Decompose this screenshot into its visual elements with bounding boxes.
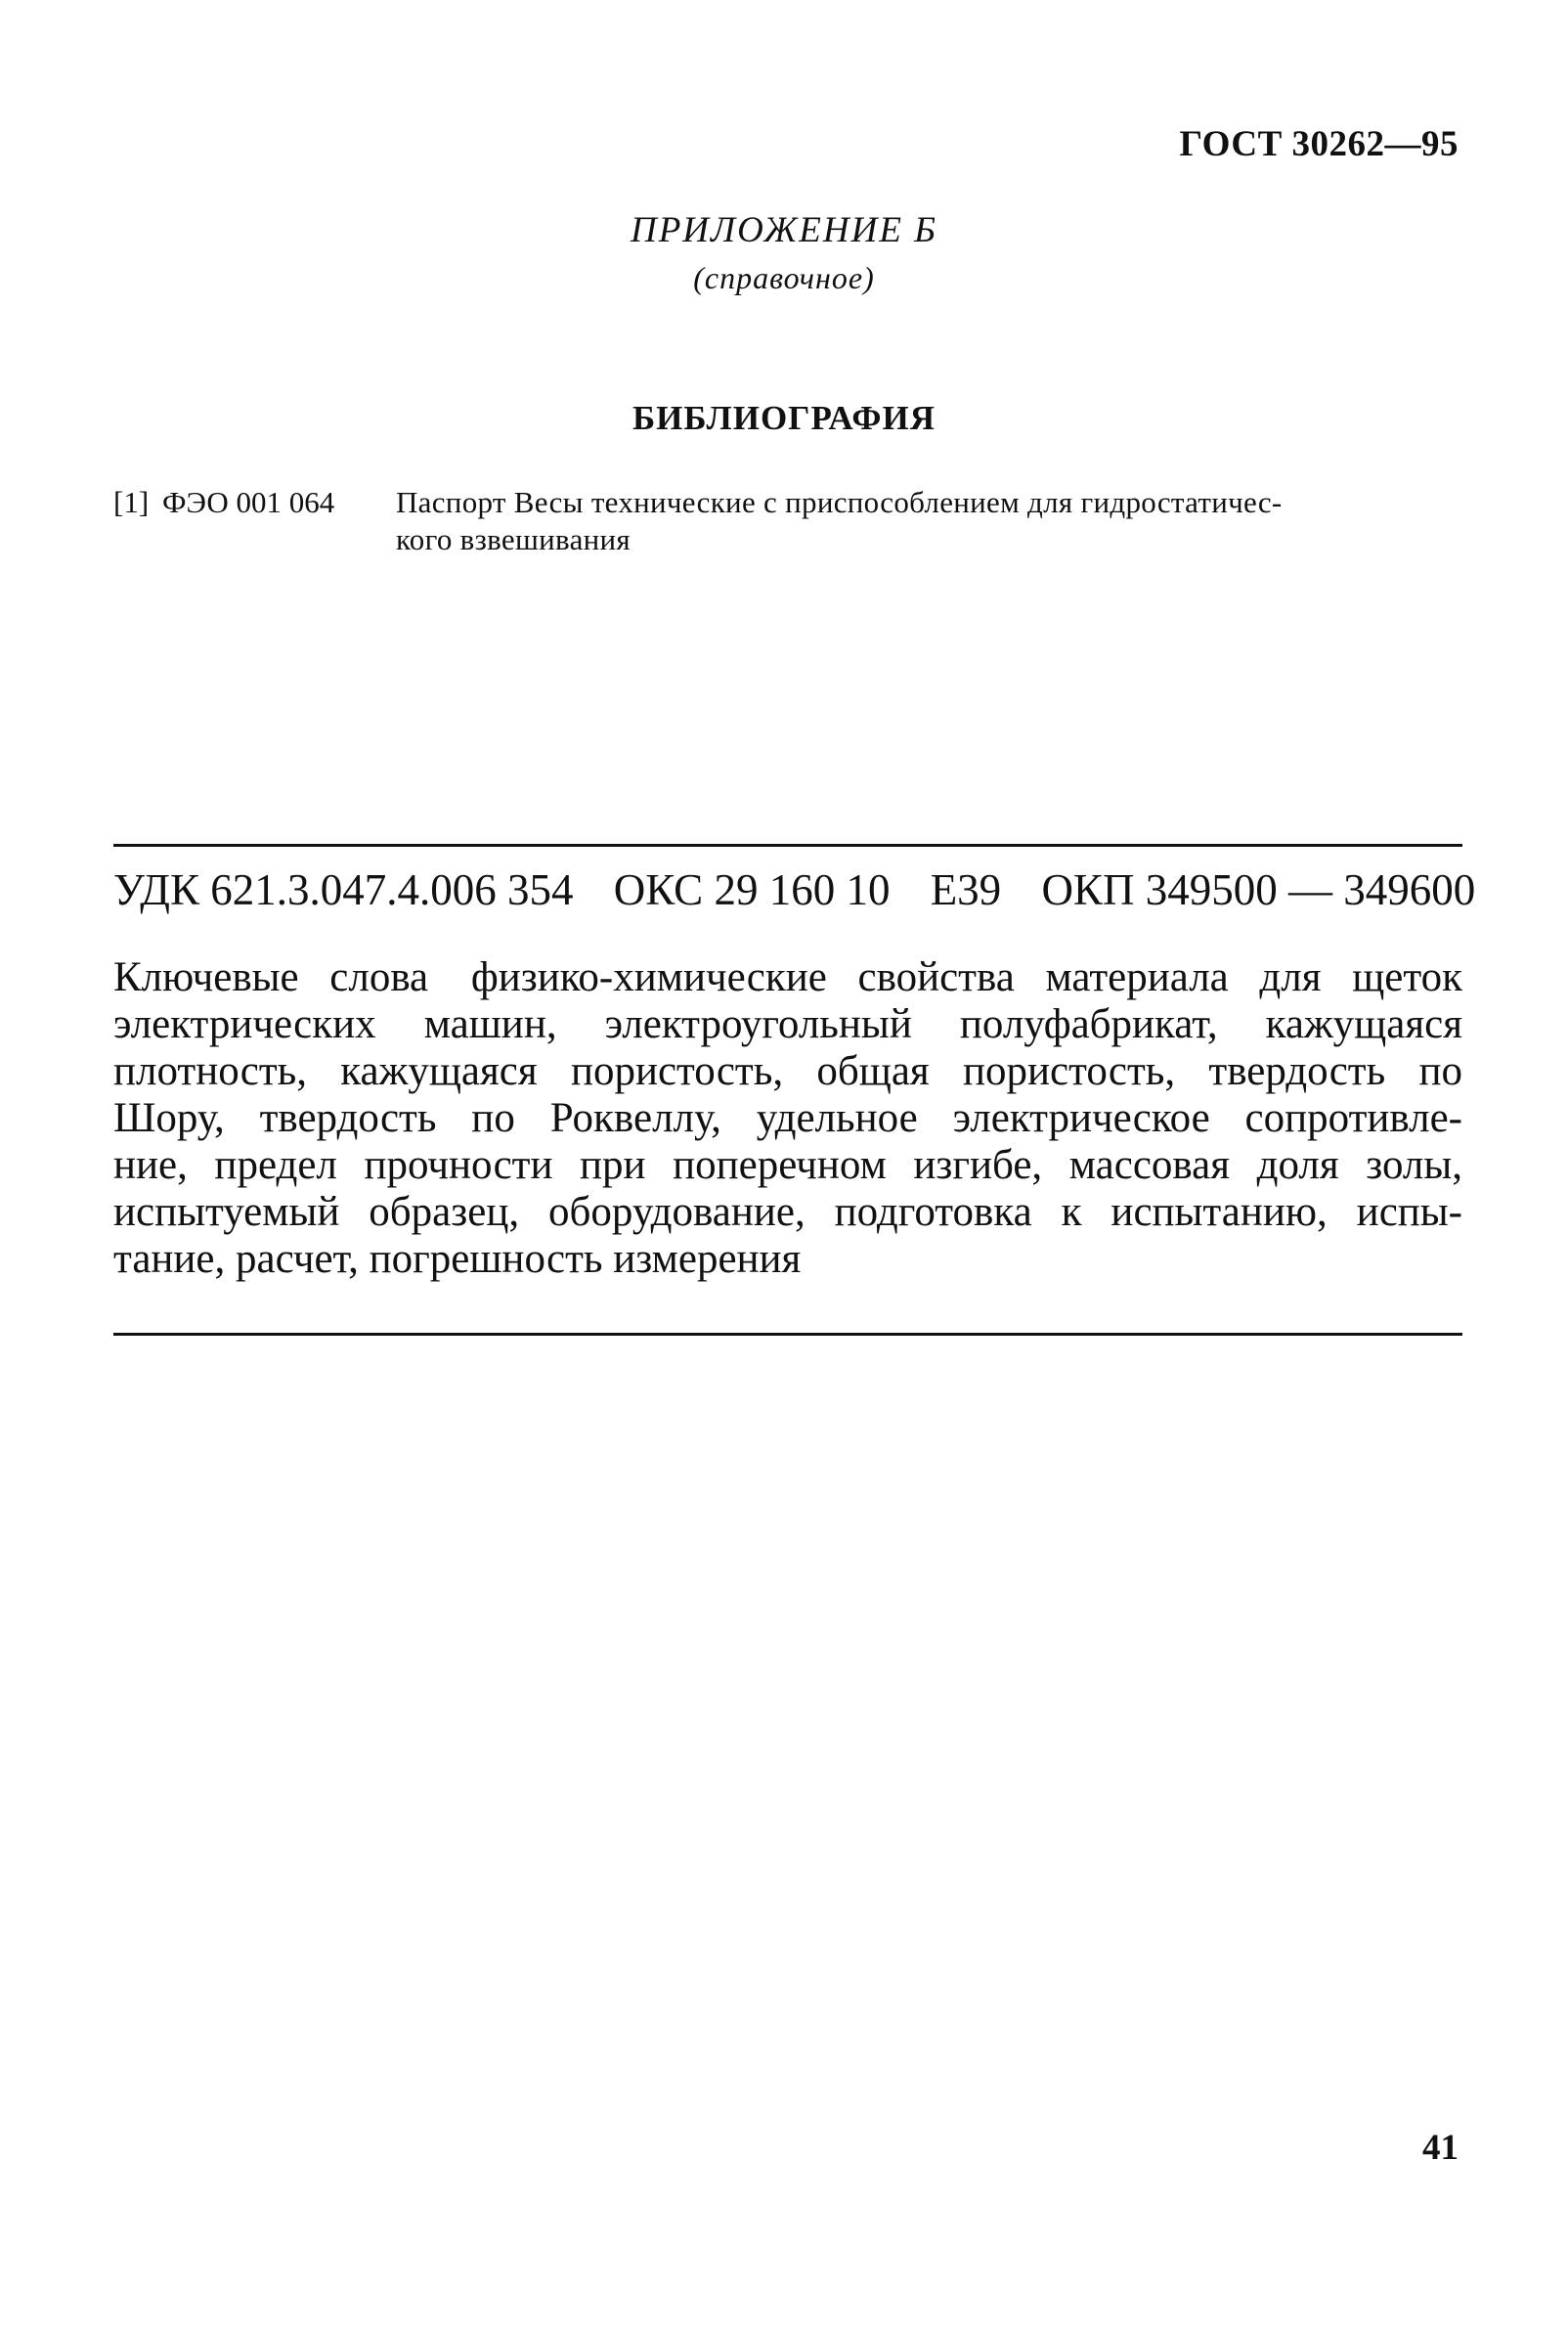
reference-code: ФЭО 001 064 — [162, 485, 335, 519]
divider-top — [113, 844, 1462, 847]
keywords-label: Ключевые слова — [113, 954, 429, 1000]
classification-line — [113, 864, 1476, 915]
udk-code: УДК 621.3.047.4.006 354 — [113, 865, 574, 914]
reference-title — [396, 484, 1461, 558]
keywords-line: Шору, твердость по Роквеллу, удельное электрическое сопротивле- — [113, 1095, 1462, 1141]
page-number: 41 — [1422, 2128, 1459, 2168]
keywords-line — [113, 954, 1462, 1001]
keywords-line: электрических машин, электроугольный полуфабрикат, кажущаяся — [113, 1001, 1462, 1047]
appendix-title: ПРИЛОЖЕНИЕ Б — [630, 210, 938, 250]
appendix-subtitle: (справочное) — [693, 260, 875, 295]
bibliography-heading: БИБЛИОГРАФИЯ — [632, 399, 936, 437]
keywords-line: испытуемый образец, оборудование, подготовка к испытанию, испы- — [113, 1189, 1462, 1235]
group-code: Е39 — [930, 865, 1002, 914]
okp-code: ОКП 349500 — 349600 — [1041, 865, 1476, 914]
reference-title-line: Паспорт Весы технические с приспособлением для гидростатичес- — [396, 485, 1283, 519]
keywords-line: тание, расчет, погрешность измерения — [113, 1236, 802, 1282]
keywords-line: ние, предел прочности при поперечном изгибе, массовая доля золы, — [113, 1142, 1462, 1188]
keywords-block — [113, 954, 1462, 1283]
reference-title-line: кого взвешивания — [396, 522, 631, 556]
divider-bottom — [113, 1333, 1462, 1336]
oks-code: ОКС 29 160 10 — [613, 865, 891, 914]
keywords-text: физико-химические свойства материала для щеток — [470, 954, 1462, 1000]
keywords-line: плотность, кажущаяся пористость, общая пористость, твердость по — [113, 1048, 1462, 1094]
standard-code: ГОСТ 30262—95 — [1179, 124, 1459, 164]
reference-number: [1] — [113, 485, 150, 519]
